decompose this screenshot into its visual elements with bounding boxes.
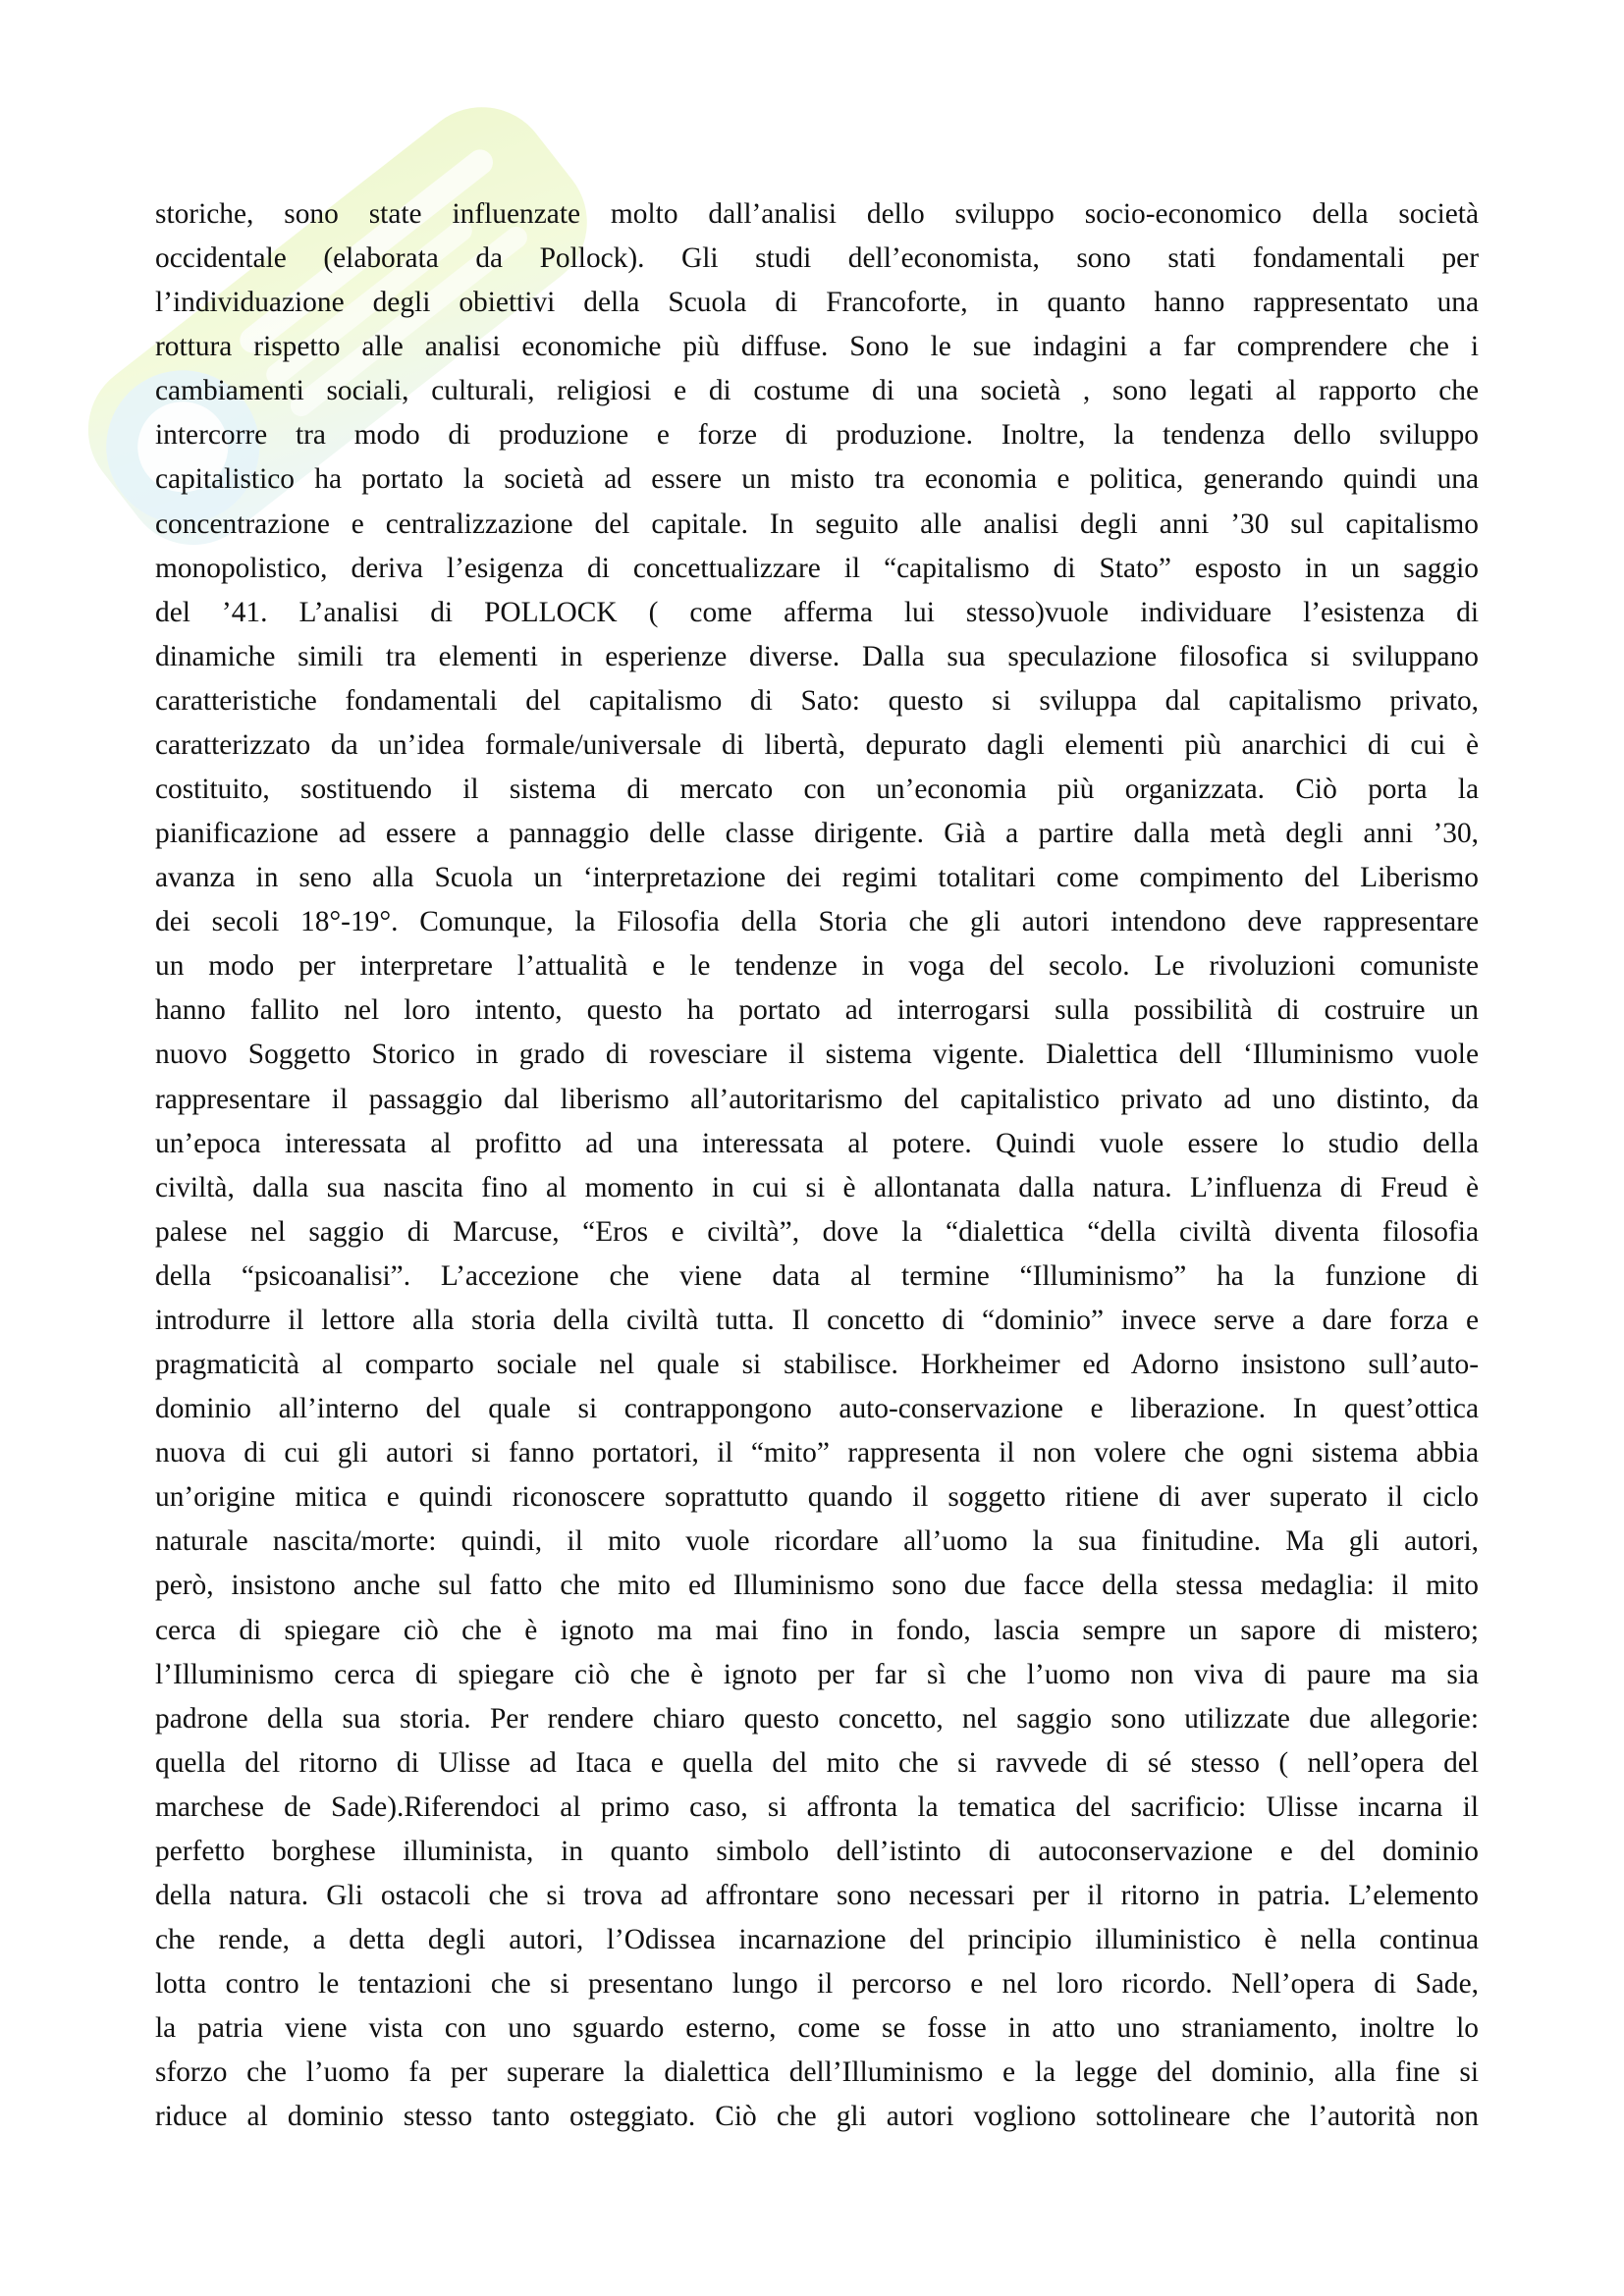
text-line: perfetto borghese illuminista, in quanto simbolo dell’istinto di autoconservazione e del dominio	[155, 1835, 1479, 1867]
text-line: lotta contro le tentazioni che si presentano lungo il percorso e nel loro ricordo. Nell’opera di Sade,	[155, 1968, 1479, 2001]
text-line: introdurre il lettore alla storia della civiltà tutta. Il concetto di “dominio” invece serve a dare forza e	[155, 1304, 1479, 1336]
text-line: pianificazione ad essere a pannaggio delle classe dirigente. Già a partire dalla metà degli anni ’30,	[155, 818, 1479, 850]
text-line: naturale nascita/morte: quindi, il mito vuole ricordare all’uomo la sua finitudine. Ma gli autori,	[155, 1525, 1479, 1558]
text-line: l’Illuminismo cerca di spiegare ciò che è ignoto per far sì che l’uomo non viva di paure ma sia	[155, 1658, 1479, 1690]
text-line: però, insistono anche sul fatto che mito ed Illuminismo sono due facce della stessa medaglia: il mito	[155, 1570, 1479, 1602]
text-line: un modo per interpretare l’attualità e le tendenze in voga del secolo. Le rivoluzioni comuniste	[155, 950, 1479, 983]
text-line: padrone della sua storia. Per rendere chiaro questo concetto, nel saggio sono utilizzate due allegorie:	[155, 1702, 1479, 1735]
body-text	[155, 192, 1479, 2139]
text-line: della natura. Gli ostacoli che si trova ad affrontare sono necessari per il ritorno in patria. L’elemento	[155, 1879, 1479, 1911]
text-line: storiche, sono state influenzate molto dall’analisi dello sviluppo socio-economico della società	[155, 198, 1479, 230]
text-line: un’epoca interessata al profitto ad una interessata al potere. Quindi vuole essere lo studio della	[155, 1127, 1479, 1159]
text-line: costituito, sostituendo il sistema di mercato con un’economia più organizzata. Ciò porta la	[155, 774, 1479, 806]
text-line: che rende, a detta degli autori, l’Odissea incarnazione del principio illuministico è nella continua	[155, 1924, 1479, 1956]
text-line: nuovo Soggetto Storico in grado di rovesciare il sistema vigente. Dialettica dell ‘Illuminismo vuole	[155, 1039, 1479, 1071]
text-line: dinamiche simili tra elementi in esperienze diverse. Dalla sua speculazione filosofica si sviluppano	[155, 640, 1479, 672]
text-line: la patria viene vista con uno sguardo esterno, come se fosse in atto uno straniamento, inoltre lo	[155, 2012, 1479, 2045]
text-line: della “psicoanalisi”. L’accezione che viene data al termine “Illuminismo” ha la funzione di	[155, 1259, 1479, 1292]
text-line: marchese de Sade).Riferendoci al primo caso, si affronta la tematica del sacrificio: Ulisse incarna il	[155, 1790, 1479, 1823]
text-line: dei secoli 18°-19°. Comunque, la Filosofia della Storia che gli autori intendono deve rappresentare	[155, 906, 1479, 938]
text-line: riduce al dominio stesso tanto osteggiato. Ciò che gli autori vogliono sottolineare che l’autorità non	[155, 2101, 1479, 2133]
text-line: concentrazione e centralizzazione del capitale. In seguito alle analisi degli anni ’30 sul capitalismo	[155, 507, 1479, 540]
text-line: l’individuazione degli obiettivi della Scuola di Francoforte, in quanto hanno rappresentato una	[155, 287, 1479, 319]
text-line: capitalistico ha portato la società ad essere un misto tra economia e politica, generando quindi una	[155, 463, 1479, 496]
text-line: monopolistico, deriva l’esigenza di concettualizzare il “capitalismo di Stato” esposto in un saggio	[155, 552, 1479, 584]
text-line: sforzo che l’uomo fa per superare la dialettica dell’Illuminismo e la legge del dominio, alla fine si	[155, 2056, 1479, 2089]
text-line: intercorre tra modo di produzione e forze di produzione. Inoltre, la tendenza dello sviluppo	[155, 419, 1479, 452]
text-line: pragmaticità al comparto sociale nel quale si stabilisce. Horkheimer ed Adorno insistono sull’auto-	[155, 1349, 1479, 1381]
text-line: rottura rispetto alle analisi economiche più diffuse. Sono le sue indagini a far comprendere che i	[155, 331, 1479, 363]
text-line: quella del ritorno di Ulisse ad Itaca e quella del mito che si ravvede di sé stesso ( nell’opera del	[155, 1746, 1479, 1779]
text-line: dominio all’interno del quale si contrappongono auto-conservazione e liberazione. In quest’ottica	[155, 1393, 1479, 1425]
text-line: cerca di spiegare ciò che è ignoto ma mai fino in fondo, lascia sempre un sapore di mistero;	[155, 1614, 1479, 1646]
text-line: occidentale (elaborata da Pollock). Gli studi dell’economista, sono stati fondamentali per	[155, 242, 1479, 275]
text-line: caratterizzato da un’idea formale/universale di libertà, depurato dagli elementi più anarchici di cui è	[155, 728, 1479, 761]
text-line: nuova di cui gli autori si fanno portatori, il “mito” rappresenta il non volere che ogni sistema abbia	[155, 1437, 1479, 1469]
text-line: cambiamenti sociali, culturali, religiosi e di costume di una società , sono legati al rapporto che	[155, 375, 1479, 407]
text-line: un’origine mitica e quindi riconoscere soprattutto quando il soggetto ritiene di aver superato il ciclo	[155, 1481, 1479, 1514]
text-line: rappresentare il passaggio dal liberismo all’autoritarismo del capitalistico privato ad uno distinto, da	[155, 1083, 1479, 1115]
text-line: del ’41. L’analisi di POLLOCK ( come afferma lui stesso)vuole individuare l’esistenza di	[155, 596, 1479, 628]
text-line: hanno fallito nel loro intento, questo ha portato ad interrogarsi sulla possibilità di costruire un	[155, 994, 1479, 1027]
text-line: caratteristiche fondamentali del capitalismo di Sato: questo si sviluppa dal capitalismo privato,	[155, 684, 1479, 717]
text-line: civiltà, dalla sua nascita fino al momento in cui si è allontanata dalla natura. L’influenza di Freud è	[155, 1171, 1479, 1203]
text-line: palese nel saggio di Marcuse, “Eros e civiltà”, dove la “dialettica “della civiltà diventa filosofia	[155, 1215, 1479, 1248]
text-line: avanza in seno alla Scuola un ‘interpretazione dei regimi totalitari come compimento del Liberismo	[155, 862, 1479, 894]
